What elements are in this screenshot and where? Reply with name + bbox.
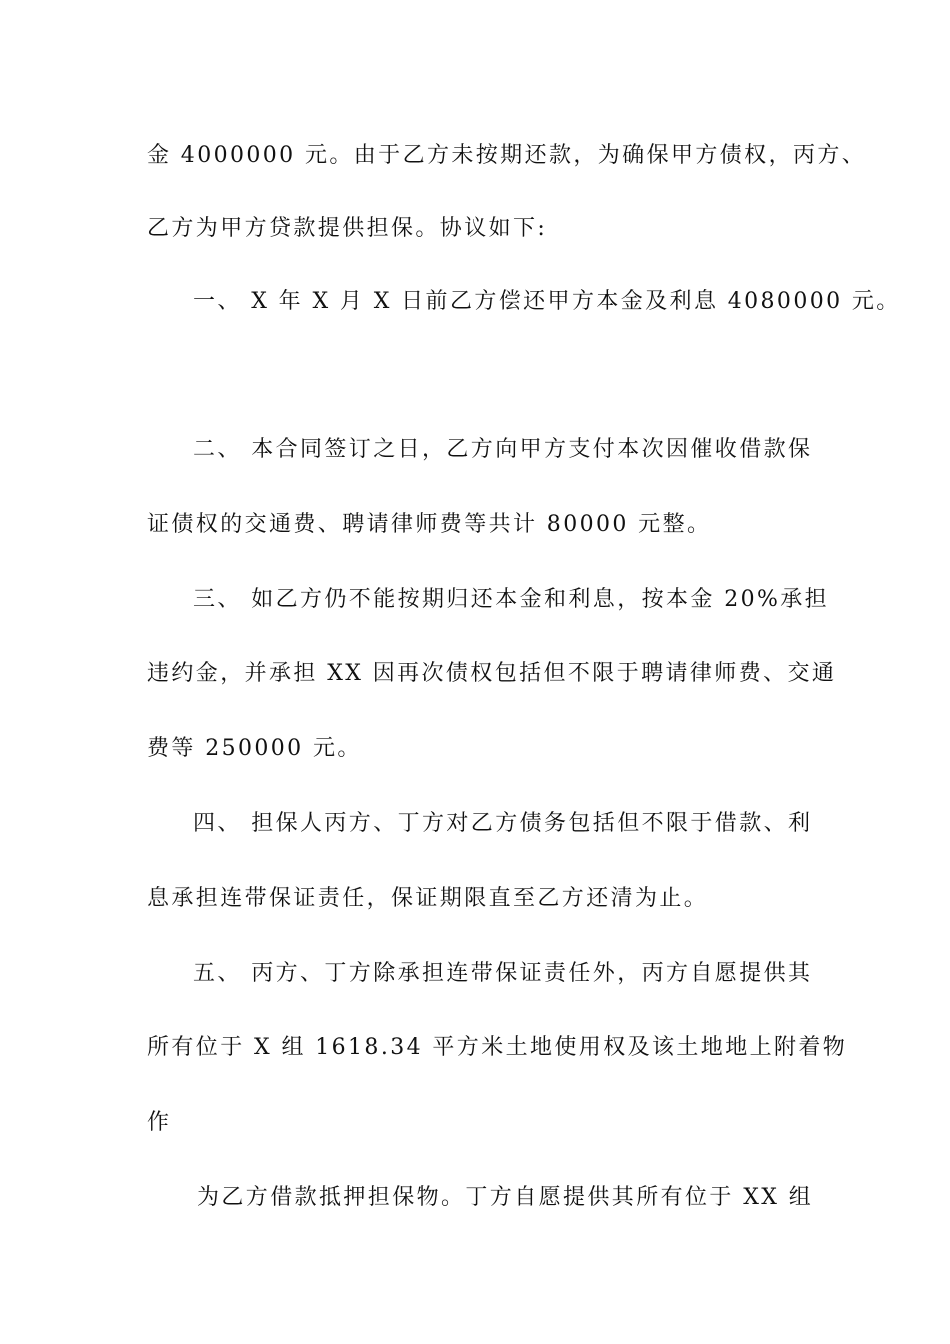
text-line: 证债权的交通费、聘请律师费等共计 80000 元整。 xyxy=(147,512,712,537)
text-line: 作 xyxy=(147,1110,172,1135)
clause-four: 四、 担保人丙方、丁方对乙方债务包括但不限于借款、利 xyxy=(193,811,813,836)
clause-three: 三、 如乙方仍不能按期归还本金和利息，按本金 20%承担 xyxy=(193,587,830,612)
text-line: 为乙方借款抵押担保物。丁方自愿提供其所有位于 XX 组 xyxy=(197,1185,814,1210)
text-line: 乙方为甲方贷款提供担保。协议如下: xyxy=(147,216,548,241)
clause-two: 二、 本合同签订之日，乙方向甲方支付本次因催收借款保 xyxy=(193,437,813,462)
text-line: 所有位于 X 组 1618.34 平方米土地使用权及该土地地上附着物 xyxy=(147,1035,848,1060)
text-line: 金 4000000 元。由于乙方未按期还款，为确保甲方债权，丙方、 xyxy=(147,143,867,168)
clause-one: 一、 X 年 X 月 X 日前乙方偿还甲方本金及利息 4080000 元。 xyxy=(193,289,901,314)
clause-five: 五、 丙方、丁方除承担连带保证责任外，丙方自愿提供其 xyxy=(193,961,813,986)
text-line: 费等 250000 元。 xyxy=(147,736,362,761)
text-line: 息承担连带保证责任，保证期限直至乙方还清为止。 xyxy=(147,886,709,911)
text-line: 违约金，并承担 XX 因再次债权包括但不限于聘请律师费、交通 xyxy=(147,661,837,686)
